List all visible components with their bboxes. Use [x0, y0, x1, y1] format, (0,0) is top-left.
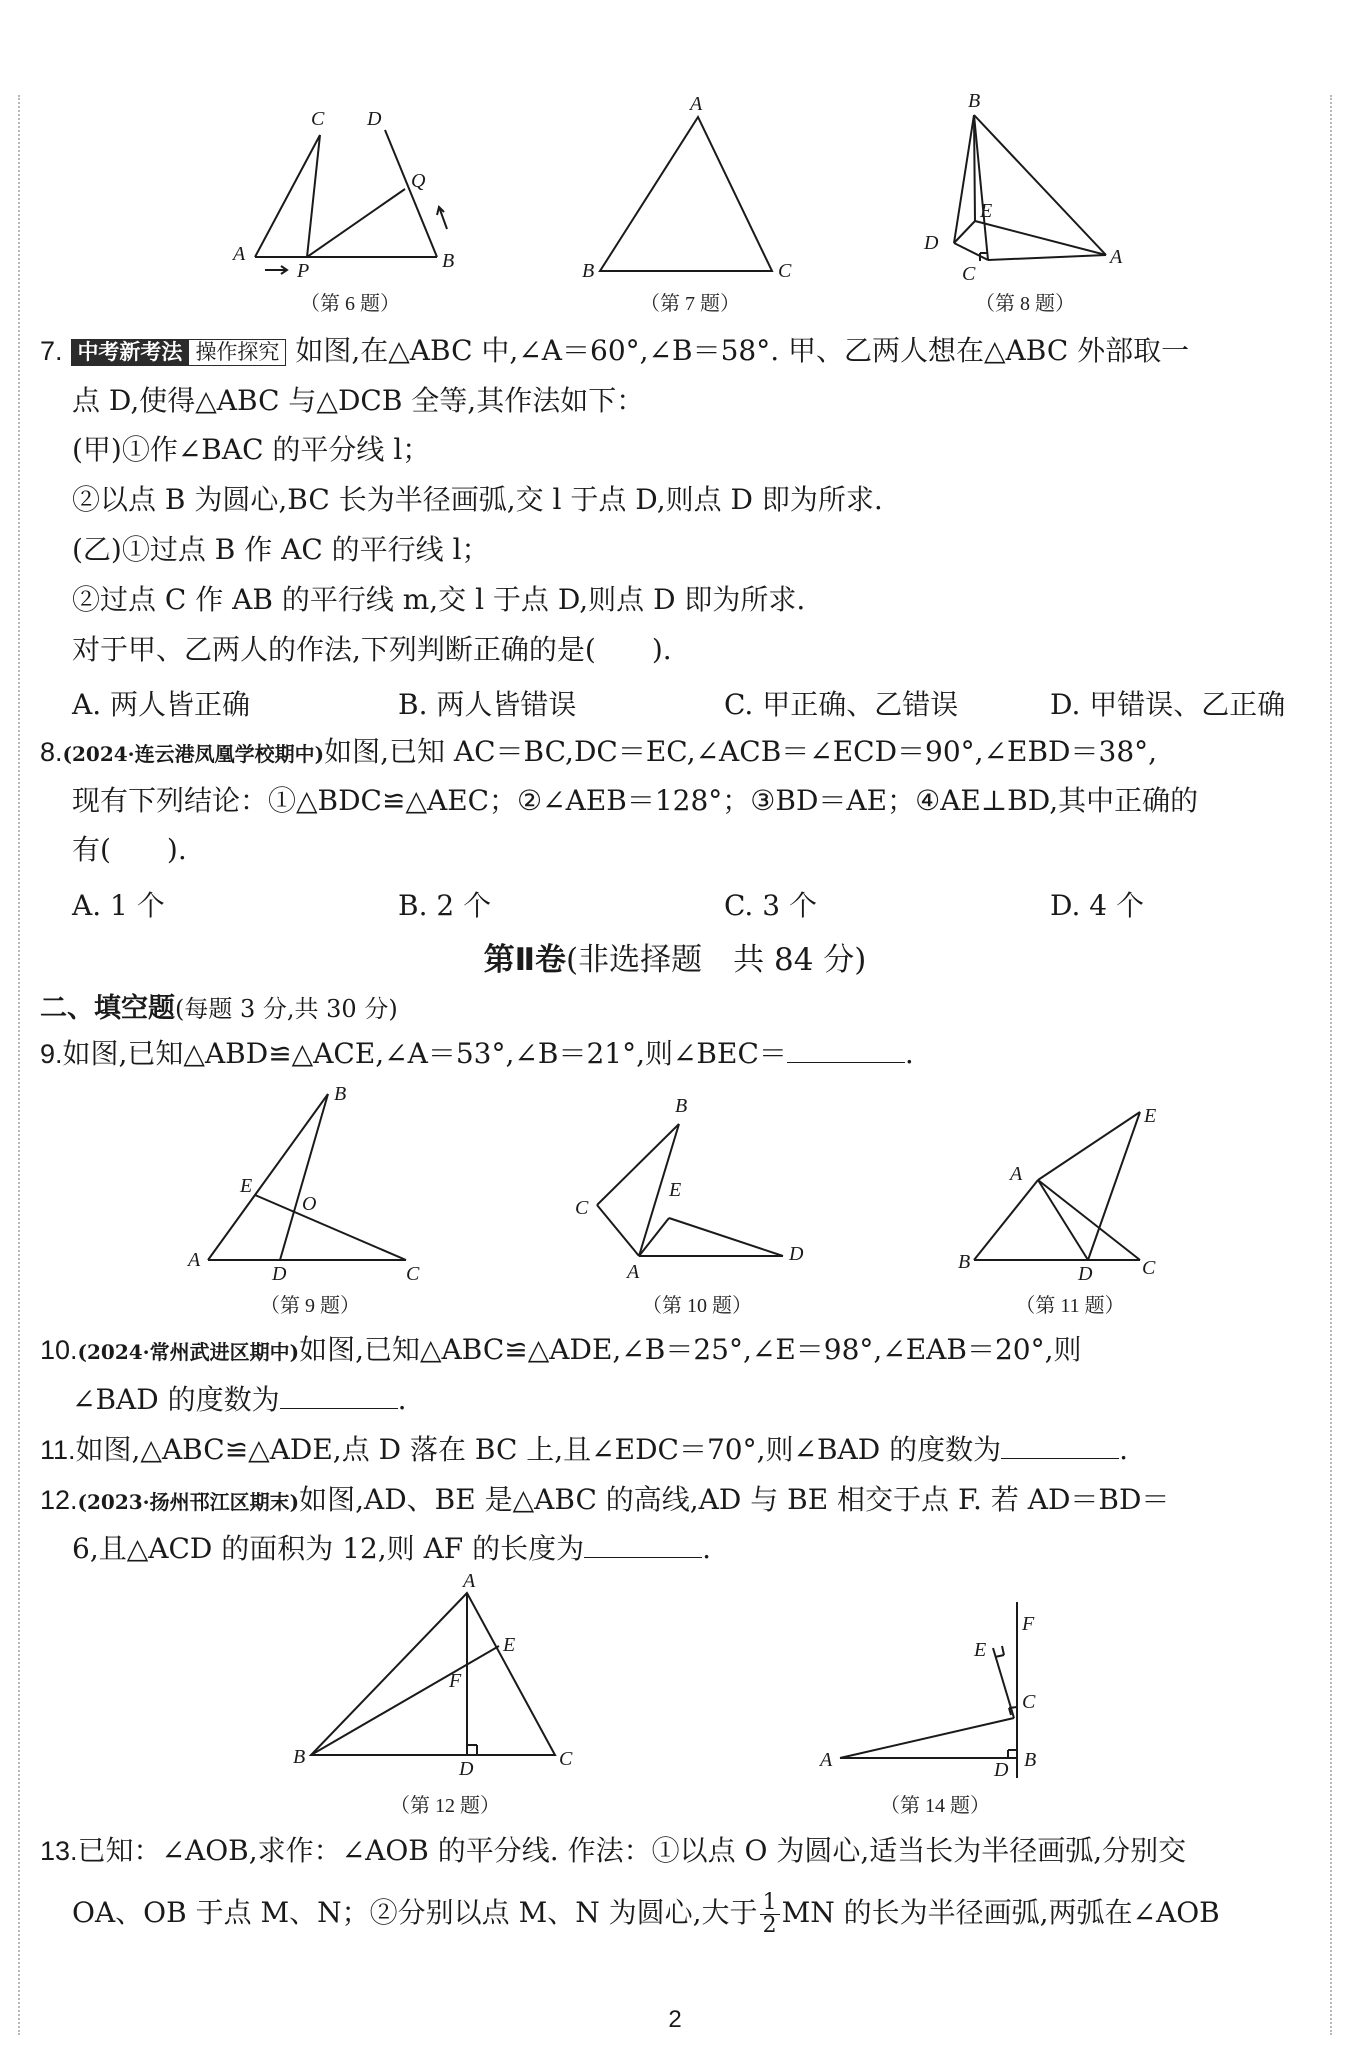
label-a: A [627, 1261, 640, 1283]
q7-option-a: A. 两人皆正确 [72, 688, 251, 721]
label-d: D [272, 1263, 287, 1285]
q13-text-1: 已知：∠AOB,求作：∠AOB 的平分线. 作法：①以点 O 为圆心,适当长为半径画弧,分别交 [77, 1834, 1187, 1867]
figure-8 [910, 90, 1140, 285]
section-2-title: 第Ⅱ卷 [483, 942, 567, 978]
q9-number: 9. [40, 1039, 63, 1069]
q7-tag-dark: 中考新考法 [71, 339, 188, 366]
figure-7 [570, 95, 810, 280]
q8-option-c: C. 3 个 [724, 889, 817, 922]
figure-14-caption: （第 14 题） [880, 1795, 990, 1817]
q7-line-1 [40, 333, 1189, 369]
label-a: A [1010, 1163, 1023, 1185]
label-b: B [334, 1083, 347, 1105]
q8-option-d: D. 4 个 [1050, 889, 1144, 922]
figure-12-diagram [285, 1570, 585, 1780]
figure-6-caption: （第 6 题） [300, 293, 400, 315]
q7-option-d: D. 甲错误、乙正确 [1050, 688, 1286, 721]
q7-number: 7. [40, 336, 63, 366]
q13-line-2 [72, 1892, 1220, 1937]
q12-text-1: 如图,AD、BE 是△ABC 的高线,AD 与 BE 相交于点 F. 若 AD＝BD＝ [299, 1483, 1170, 1516]
label-e: E [980, 200, 993, 222]
label-d: D [1078, 1263, 1093, 1285]
figure-7-caption: （第 7 题） [640, 293, 740, 315]
figure-9-caption: （第 9 题） [260, 1295, 360, 1317]
label-b: B [582, 260, 595, 282]
label-p: P [297, 260, 310, 282]
label-c: C [778, 260, 792, 282]
label-e: E [974, 1639, 987, 1661]
q10-answer-blank[interactable] [280, 1382, 398, 1409]
q7-line-6: ②过点 C 作 AB 的平行线 m,交 l 于点 D,则点 D 即为所求. [72, 583, 806, 616]
label-c: C [962, 263, 976, 285]
q13-number: 13. [40, 1836, 78, 1866]
label-f: F [449, 1670, 462, 1692]
label-c: C [559, 1748, 573, 1770]
q7-line-7: 对于甲、乙两人的作法,下列判断正确的是( ). [72, 633, 672, 666]
q7-text-1: 如图,在△ABC 中,∠A＝60°,∠B＝58°. 甲、乙两人想在△ABC 外部取一 [295, 334, 1190, 367]
label-a: A [690, 93, 703, 115]
q12-source: (2023·扬州邗江区期末) [77, 1490, 300, 1514]
q9-end: . [904, 1037, 914, 1070]
label-e: E [669, 1179, 682, 1201]
q10-text-2: ∠BAD 的度数为 [72, 1383, 280, 1416]
q8-option-b: B. 2 个 [398, 889, 492, 922]
figure-14-diagram [810, 1600, 1070, 1780]
part-2-heading [40, 986, 398, 1025]
q7-line-5: (乙)①过点 B 作 AC 的平行线 l； [72, 533, 490, 566]
figure-11-caption: （第 11 题） [1015, 1295, 1125, 1317]
part-2-note: (每题 3 分,共 30 分) [175, 995, 398, 1023]
figure-6-diagram [225, 95, 465, 282]
right-margin-border [1330, 95, 1332, 2035]
figure-9 [180, 1080, 440, 1285]
figure-7-diagram [570, 95, 810, 280]
left-margin-border [18, 95, 20, 2035]
figure-12 [285, 1570, 585, 1780]
q11-answer-blank[interactable] [1001, 1432, 1119, 1459]
q7-option-c: C. 甲正确、乙错误 [724, 688, 959, 721]
q10-text-1: 如图,已知△ABC≌△ADE,∠B＝25°,∠E＝98°,∠EAB＝20°,则 [299, 1333, 1082, 1366]
figure-9-diagram [180, 1080, 440, 1285]
label-a: A [1110, 246, 1123, 268]
figure-8-diagram [910, 90, 1140, 285]
q10-line-2 [72, 1382, 407, 1418]
q7-option-b: B. 两人皆错误 [398, 688, 577, 721]
label-b: B [1024, 1749, 1037, 1771]
q13-fraction-denominator: 2 [762, 1913, 777, 1938]
label-c: C [1022, 1691, 1036, 1713]
label-c: C [311, 108, 325, 130]
figure-10-caption: （第 10 题） [642, 1295, 752, 1317]
q10-number: 10. [40, 1335, 78, 1365]
q9-text: 如图,已知△ABD≌△ACE,∠A＝53°,∠B＝21°,则∠BEC＝ [62, 1037, 787, 1070]
q8-number: 8. [40, 737, 63, 767]
label-b: B [675, 1095, 688, 1117]
q13-line-1 [40, 1833, 1186, 1869]
figure-11-diagram [950, 1100, 1190, 1285]
figure-8-caption: （第 8 题） [975, 293, 1075, 315]
q7-tag-light: 操作探究 [188, 339, 286, 366]
label-b: B [442, 250, 455, 272]
label-c: C [406, 1263, 420, 1285]
q12-number: 12. [40, 1485, 78, 1515]
q13-text-2b: MN 的长为半径画弧,两弧在∠AOB [781, 1896, 1220, 1929]
label-f: F [1022, 1613, 1035, 1635]
label-b: B [958, 1251, 971, 1273]
q8-line-1 [40, 734, 1157, 772]
figure-12-caption: （第 12 题） [390, 1795, 500, 1817]
q7-line-2: 点 D,使得△ABC 与△DCB 全等,其作法如下： [72, 384, 645, 417]
figure-6 [225, 95, 465, 282]
label-e: E [503, 1634, 516, 1656]
q8-text-1: 如图,已知 AC＝BC,DC＝EC,∠ACB＝∠ECD＝90°,∠EBD＝38°, [324, 735, 1158, 768]
q7-tag [71, 340, 286, 366]
label-e: E [1144, 1105, 1157, 1127]
q11-end: . [1119, 1433, 1128, 1466]
label-d: D [367, 108, 382, 130]
label-a: A [188, 1249, 201, 1271]
label-q: Q [411, 170, 426, 192]
q11-line [40, 1432, 1128, 1468]
figure-10-diagram [565, 1090, 815, 1283]
q10-end: . [397, 1383, 407, 1416]
label-d: D [459, 1758, 474, 1780]
q13-fraction [760, 1892, 780, 1937]
q7-line-3: (甲)①作∠BAC 的平分线 l； [72, 433, 431, 466]
figure-14 [810, 1600, 1070, 1780]
q11-number: 11. [40, 1435, 76, 1465]
q11-text: 如图,△ABC≌△ADE,点 D 落在 BC 上,且∠EDC＝70°,则∠BAD 的度数为 [75, 1433, 1002, 1466]
q7-line-4: ②以点 B 为圆心,BC 长为半径画弧,交 l 于点 D,则点 D 即为所求. [72, 483, 883, 516]
q8-line-3: 有( ). [72, 833, 187, 866]
label-d: D [789, 1243, 804, 1265]
q9-line [40, 1036, 914, 1072]
label-o: O [302, 1193, 317, 1215]
q10-source: (2024·常州武进区期中) [77, 1340, 300, 1364]
q12-text-2: 6,且△ACD 的面积为 12,则 AF 的长度为 [72, 1532, 585, 1565]
label-b: B [293, 1746, 306, 1768]
q12-line-2 [72, 1531, 711, 1567]
label-b: B [968, 90, 981, 112]
q9-answer-blank[interactable] [787, 1036, 905, 1063]
figure-10 [565, 1090, 815, 1283]
label-a: A [463, 1570, 476, 1592]
q8-line-2: 现有下列结论：①△BDC≌△AEC；②∠AEB＝128°；③BD＝AE；④AE⊥BD,其中正确的 [72, 784, 1199, 817]
q10-line-1 [40, 1332, 1082, 1370]
label-c: C [1142, 1257, 1156, 1279]
label-d: D [924, 232, 939, 254]
section-2-subtitle: (非选择题 共 84 分) [566, 942, 867, 978]
q13-text-2a: OA、OB 于点 M、N；②分别以点 M、N 为圆心,大于 [72, 1896, 758, 1929]
part-2-title: 二、填空题 [40, 993, 175, 1024]
q8-source: (2024·连云港凤凰学校期中) [62, 742, 325, 766]
q13-fraction-numerator: 1 [760, 1892, 780, 1915]
label-a: A [820, 1749, 833, 1771]
section-2-heading [0, 934, 1350, 979]
q12-end: . [702, 1532, 712, 1565]
figure-11 [950, 1100, 1190, 1285]
q12-answer-blank[interactable] [584, 1531, 702, 1558]
q12-line-1 [40, 1482, 1169, 1520]
page-number: 2 [668, 2006, 682, 2033]
q8-option-a: A. 1 个 [72, 889, 165, 922]
label-e: E [240, 1175, 253, 1197]
label-d: D [994, 1759, 1009, 1781]
label-c: C [575, 1197, 589, 1219]
label-a: A [233, 243, 246, 265]
